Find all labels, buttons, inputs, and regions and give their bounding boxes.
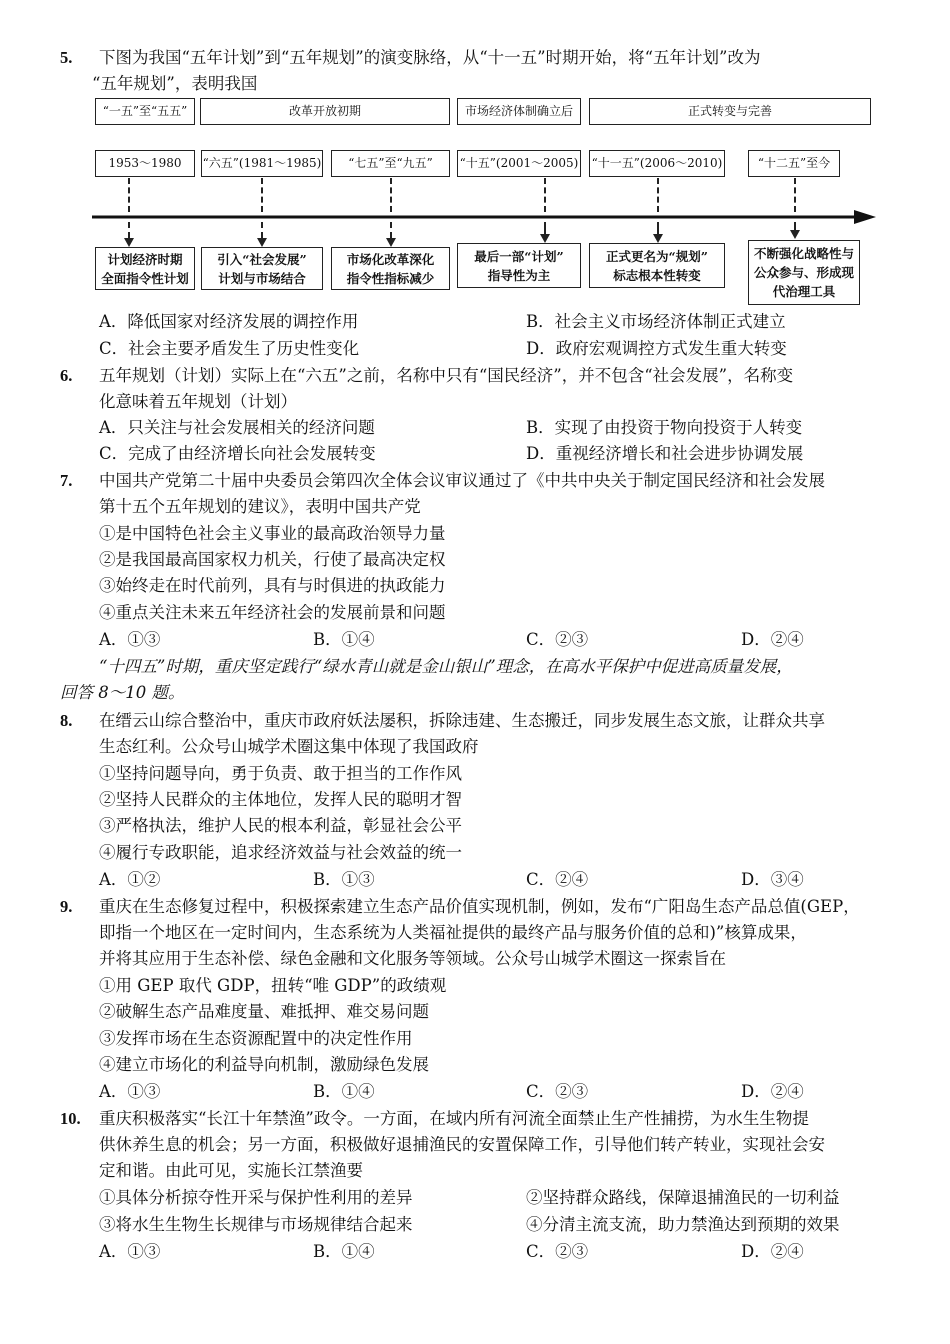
question-number: 8. [60,711,73,730]
option-b[interactable]: B．①④ [313,630,375,649]
question-stem: 五年规划（计划）实际上在“六五”之前，名称中只有“国民经济”，并不包含“社会发展”，名称变 [99,366,794,385]
desc-line: 引入“社会发展” [217,251,307,267]
stage-description-box [457,243,581,288]
option-a[interactable]: A．①③ [99,630,161,649]
question-stem: 中国共产党第二十届中央委员会第四次全体会议审议通过了《中共中央关于制定国民经济和社会发展 [99,471,825,490]
option-b[interactable]: B．实现了由投资于物向投资于人转变 [526,418,803,437]
statement-item: ④建立市场化的利益导向机制，激励绿色发展 [99,1055,429,1074]
desc-line: 计划经济时期 [107,251,183,267]
question-number: 6. [60,366,73,385]
option-b[interactable]: B．①③ [313,870,375,889]
stage-label-box: “七五”至“九五” [331,150,450,177]
option-d[interactable]: D．②④ [741,1082,804,1101]
desc-line: 公众参与、形成现 [753,265,854,280]
connector-line [794,222,796,230]
statement-item: ①是中国特色社会主义事业的最高政治领导力量 [99,524,446,543]
option-c[interactable]: C．完成了由经济增长向社会发展转变 [99,444,376,463]
material-intro: 回答 8～10 题。 [60,683,185,702]
question-number: 7. [60,471,73,490]
statement-item: ④重点关注未来五年经济社会的发展前景和问题 [99,603,446,622]
period-box: 改革开放初期 [200,98,450,125]
stage-description-box [331,247,450,290]
option-b[interactable]: B．社会主义市场经济体制正式建立 [526,312,786,331]
option-d[interactable]: D．②④ [741,1242,804,1261]
statement-item: ④分清主流支流，助力禁渔达到预期的效果 [526,1215,840,1234]
connector-line [544,222,546,234]
statement-item: ④履行专政职能，追求经济效益与社会效益的统一 [99,843,462,862]
stage-label-box: “十二五”至今 [748,150,840,177]
period-box: 市场经济体制确立后 [457,98,581,125]
connector-line [657,222,659,234]
option-a[interactable]: A．只关注与社会发展相关的经济问题 [99,418,375,437]
desc-line: 计划与市场结合 [218,270,306,286]
question-stem: 下图为我国“五年计划”到“五年规划”的演变脉络，从“十一五”时期开始，将“五年计划”改为 [99,48,761,67]
material-intro: “十四五”时期，重庆坚定践行“绿水青山就是金山银山”理念，在高水平保护中促进高质量发展， [99,657,793,676]
desc-line: 不断强化战略性与 [753,246,854,261]
statement-item: ①用 GEP 取代 GDP，扭转“唯 GDP”的政绩观 [99,976,447,995]
option-d[interactable]: D．重视经济增长和社会进步协调发展 [526,444,804,463]
option-a[interactable]: A．降低国家对经济发展的调控作用 [99,312,359,331]
desc-line: 正式更名为“规划” [606,248,708,264]
statement-item: ①具体分析掠夺性开采与保护性利用的差异 [99,1188,413,1207]
question-stem: 重庆积极落实“长江十年禁渔”政令。一方面，在域内所有河流全面禁止生产性捕捞，为水生生物提 [99,1109,809,1128]
arrow-head-icon [653,234,663,243]
question-stem: 并将其应用于生态补偿、绿色金融和文化服务等领域。公众号山城学术圈这一探索旨在 [99,949,726,968]
desc-line: 标志根本性转变 [613,267,701,283]
statement-item: ③始终走在时代前列，具有与时俱进的执政能力 [99,576,446,595]
question-stem: 化意味着五年规划（计划） [99,392,297,411]
stage-label-box: 1953～1980 [95,150,195,177]
statement-item: ①坚持问题导向，勇于负责、敢于担当的工作作风 [99,764,462,783]
option-c[interactable]: C．社会主要矛盾发生了历史性变化 [99,339,360,358]
statement-item: ③发挥市场在生态资源配置中的决定性作用 [99,1029,413,1048]
question-number: 5. [60,48,73,67]
stage-description-box [589,243,725,288]
question-stem: 供休养生息的机会；另一方面，积极做好退捕渔民的安置保障工作，引导他们转产转业，实现社会安 [99,1135,825,1154]
stage-description-box [748,240,860,305]
option-b[interactable]: B．①④ [313,1082,375,1101]
option-a[interactable]: A．①② [99,870,161,889]
question-stem: 即指一个地区在一定时间内，生态系统为人类福祉提供的最终产品与服务价值的总和)”核算成果， [99,923,807,942]
question-stem: 第十五个五年规划的建议》，表明中国共产党 [99,497,421,516]
option-d[interactable]: D．政府宏观调控方式发生重大转变 [526,339,787,358]
option-c[interactable]: C．②③ [526,1242,589,1261]
desc-line: 指导性为主 [487,267,551,283]
period-box: “一五”至“五五” [95,98,195,125]
question-number: 9. [60,897,73,916]
arrow-head-icon [540,234,550,243]
stage-description-box [95,247,195,290]
option-c[interactable]: C．②④ [526,870,589,889]
arrow-head-icon [124,238,134,247]
option-c[interactable]: C．②③ [526,1082,589,1101]
desc-line: 代治理工具 [772,284,836,299]
connector-line [128,222,130,238]
question-stem: 生态红利。公众号山城学术圈这集中体现了我国政府 [99,737,479,756]
stage-label-box: “十五”(2001～2005) [457,150,581,177]
period-box: 正式转变与完善 [589,98,871,125]
option-d[interactable]: D．②④ [741,630,804,649]
option-a[interactable]: A．①③ [99,1082,161,1101]
statement-item: ③严格执法，维护人民的根本利益，彰显社会公平 [99,816,462,835]
statement-item: ②坚持人民群众的主体地位，发挥人民的聪明才智 [99,790,462,809]
question-stem: 定和谐。由此可见，实施长江禁渔要 [99,1161,363,1180]
timeline-arrow [90,207,890,227]
stage-label-box: “六五”(1981～1985) [201,150,323,177]
arrow-head-icon [790,230,800,239]
option-a[interactable]: A．①③ [99,1242,161,1261]
arrow-head-icon [257,238,267,247]
option-b[interactable]: B．①④ [313,1242,375,1261]
stage-description-box [201,247,323,290]
connector-line [261,222,263,238]
connector-line [390,222,392,238]
statement-item: ③将水生生物生长规律与市场规律结合起来 [99,1215,413,1234]
desc-line: 全面指令性计划 [101,270,189,286]
question-stem: 在缙云山综合整治中，重庆市政府妖法屡积，拆除违建、生态搬迁，同步发展生态文旅，让群众共享 [99,711,825,730]
desc-line: 最后一部“计划” [474,248,564,264]
statement-item: ②破解生态产品难度量、难抵押、难交易问题 [99,1002,429,1021]
statement-item: ②坚持群众路线，保障退捕渔民的一切利益 [526,1188,840,1207]
statement-item: ②是我国最高国家权力机关，行使了最高决定权 [99,550,446,569]
question-stem: 重庆在生态修复过程中，积极探索建立生态产品价值实现机制，例如，发布“广阳岛生态产品总值(GEP， [99,897,860,916]
desc-line: 指令性指标减少 [346,270,435,286]
option-d[interactable]: D．③④ [741,870,804,889]
desc-line: 市场化改革深化 [346,251,435,267]
stage-label-box: “十一五”(2006～2010) [589,150,725,177]
arrow-head-icon [386,238,396,247]
option-c[interactable]: C．②③ [526,630,589,649]
question-number: 10. [60,1109,81,1128]
question-stem: “五年规划”，表明我国 [92,74,258,93]
